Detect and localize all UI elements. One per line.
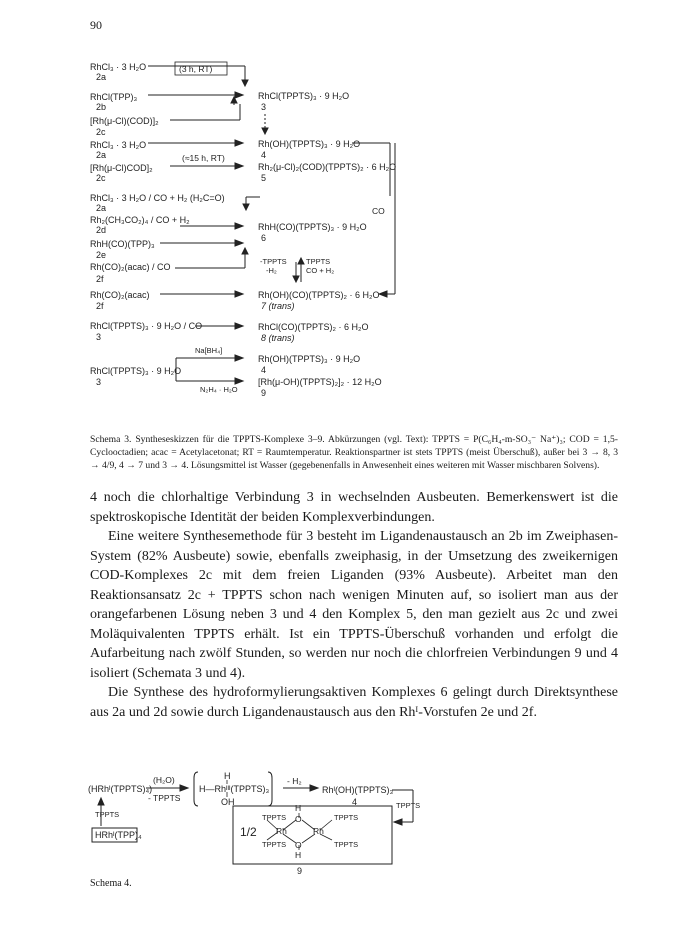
condition-label: TPPTS [306,257,331,266]
atom-label: H [295,850,302,860]
reactant: RhH(CO)(TPP)₃ [90,239,155,249]
compound-number: 6 [261,233,267,243]
ligand-label: TPPTS [334,813,359,822]
condition-label: (≈15 h, RT) [182,153,225,163]
condition-label: - TPPTS [148,793,181,803]
product: RhCl(TPPTS)₃ · 9 H₂O [258,91,350,101]
compound-number: 2f [96,274,104,284]
atom-label: Rh [276,826,287,836]
reactant: (HRhᴵ(TPPTS)₄) [88,784,153,794]
product: Rhᴵ(OH)(TPPTS)₃ [322,785,394,795]
compound-number: 2a [96,72,107,82]
reactant: RhCl₃ · 3 H₂O [90,62,147,72]
compound-number: 2c [96,127,106,137]
condition-label: TPPTS [396,801,421,810]
product: RhCl(CO)(TPPTS)₂ · 6 H₂O [258,322,369,332]
reactant: RhCl(TPP)₃ [90,92,138,102]
ligand-label: TPPTS [262,813,287,822]
atom-label: O [295,814,302,824]
reactant: RhCl(TPPTS)₃ · 9 H₂O [90,366,182,376]
compound-number: 2a [96,203,107,213]
scheme-3-caption: Schema 3. Syntheseskizzen für die TPPTS-Komplexe 3–9. Abkürzungen (vgl. Text): TPPTS = P(C₆H₄-m-SO₃⁻ Na⁺)₃; COD = 1,5-Cyclooctadien; acac = Acetylacetonat; RT = Raumtemperatur. Reaktionspartner ist stets TPPTS (meist Überschuß), außer bei 3 → 8, 3 → 4/9, 4 → 7 und 3 → 4. Lösungsmittel ist Wasser (gegebenenfalls in Anwesenheit eines weiteren mit Wasser mischbaren Solvens). [90,434,618,471]
compound-number: 8 (trans) [261,333,295,343]
condition-label: -H₂ [266,266,277,275]
body-text [90,488,618,722]
condition-label: - H₂ [287,776,302,786]
condition-label: Na[BH₄] [195,346,223,355]
compound-number: 4 [352,797,358,807]
paragraph: Eine weitere Synthesemethode für 3 besteht im Ligandenaustausch an 2b im Zweiphasen-System (82% Ausbeute) sowie, ebenfalls zweiphasig, in der Umsetzung des zweikernigen COD-Komplexes 2c mit dem freien Liganden (93% Ausbeute). Arbeitet man den Reaktionsansatz 2c + TPPTS schon nach wenigen Minuten auf, so isoliert man aus der orangefarbenen Lösung neben 3 und 4 den Komplex 5, den man gezielt aus 2c und zwei Moläquivalenten TPPTS erhält. Ist ein TPPTS-Überschuß vorhanden und erfolgt die Aufarbeitung nach zwölf Stunden, so werden nur noch die chlorfreien Verbindungen 9 und 4 isoliert (Schemata 3 und 4). [90,529,618,681]
compound-number: 9 [261,388,267,398]
compound-number: 2d [96,225,107,235]
condition-label: -TPPTS [260,257,287,266]
compound-number: 2e [96,250,107,260]
reactant: [Rh(μ-Cl)COD]₂ [90,163,153,173]
atom-label: O [295,840,302,850]
compound-number: 7 (trans) [261,301,295,311]
compound-number: 4 [261,150,267,160]
atom-label: Rh [313,826,324,836]
compound-number: 2f [96,301,104,311]
product: Rh(OH)(CO)(TPPTS)₂ · 6 H₂O [258,290,380,300]
product: RhH(CO)(TPPTS)₃ · 9 H₂O [258,222,367,232]
reactant: Rh₂(CH₃CO₂)₄ / CO + H₂ [90,215,190,225]
compound-number: 9 [297,866,303,876]
atom-label: OH [221,797,235,807]
reactant: RhCl₃ · 3 H₂O / CO + H₂ (H₂C=O) [90,193,225,203]
compound-number: 2b [96,102,107,112]
page-number: 90 [90,18,102,32]
reactant: HRhᴵ(TPP)₄ [95,830,142,840]
reactant: RhCl(TPPTS)₃ · 9 H₂O / CO [90,321,203,331]
intermediate: H—Rhᴵᴵᴵ(TPPTS)₃ [199,784,270,794]
atom-label: H [295,803,302,813]
condition-label: (3 h, RT) [179,64,213,74]
reactant: Rh(CO)₂(acac) / CO [90,262,171,272]
paragraph: Die Synthese des hydroformylierungsaktiven Komplexes 6 gelingt durch Direktsynthese aus 2a und 2d sowie durch Ligandenaustausch aus den Rhᴵ-Vorstufen 2e und 2f. [90,685,618,720]
scheme-4-caption: Schema 4. [90,878,132,889]
condition-label: N₂H₄ · H₂O [200,385,238,394]
atom-label: H [224,771,231,781]
ligand-label: TPPTS [334,840,359,849]
compound-number: 5 [261,173,267,183]
compound-number: 3 [261,102,267,112]
paragraph: 4 noch die chlorhaltige Verbindung 3 in wechselnden Ausbeuten. Bemerkenswert ist die spektroskopische Identität der beiden Komplexverbindungen. [90,490,618,525]
product: Rh₂(μ-Cl)₂(COD)(TPPTS)₂ · 6 H₂O [258,162,397,172]
compound-number: 4 [261,365,267,375]
reactant: Rh(CO)₂(acac) [90,290,150,300]
product: Rh(OH)(TPPTS)₃ · 9 H₂O [258,354,361,364]
condition-label: CO + H₂ [306,266,335,275]
compound-number: 3 [96,377,102,387]
fraction: 1/2 [240,825,257,839]
condition-label: (H₂O) [153,775,175,785]
reactant: [Rh(μ-Cl)(COD)]₂ [90,116,159,126]
compound-number: 2c [96,173,106,183]
ligand-label: TPPTS [262,840,287,849]
reactant: RhCl₃ · 3 H₂O [90,140,147,150]
condition-label: CO [372,206,385,216]
condition-label: TPPTS [95,810,120,819]
compound-number: 2a [96,150,107,160]
compound-number: 3 [96,332,102,342]
product: Rh(OH)(TPPTS)₃ · 9 H₂O [258,139,361,149]
product: [Rh(μ-OH)(TPPTS)₂]₂ · 12 H₂O [258,377,382,387]
